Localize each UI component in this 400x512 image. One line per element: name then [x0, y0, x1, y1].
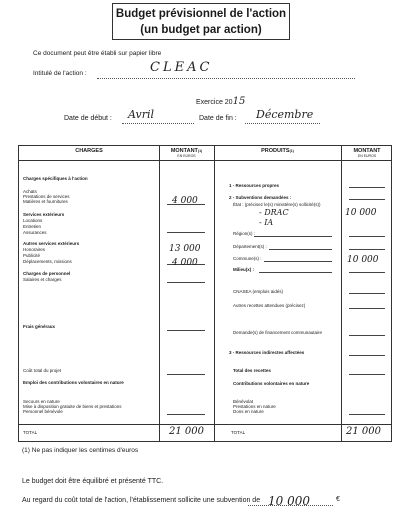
milieu-line[interactable] [259, 272, 332, 273]
date-fin-label: Date de fin : [199, 115, 237, 122]
produits-ressources-propres: 1 - Ressources propres [229, 183, 280, 188]
amount-line[interactable] [349, 293, 385, 294]
charges-emploi: Emploi des contributions volontaires en nature [23, 380, 124, 385]
produits-region: Région(s) : [233, 231, 256, 236]
footer-equilibre: Le budget doit être équilibré et présenté TTC. [22, 478, 164, 485]
charges-cout-total: Coût total du projet [23, 368, 62, 373]
produits-etat: État : (précisez le(s) ministère(s) sollicité(s)) [233, 202, 321, 207]
amount-produits-total[interactable]: 21 000 [346, 426, 381, 437]
produits-etat-hand1[interactable]: - DRAC [259, 208, 289, 217]
produits-total: TOTAL [231, 430, 246, 435]
footnote: (1) Ne pas indiquer les centimes d'euros [22, 447, 139, 454]
produits-cnasea: CNASEA (emplois aidés) [233, 289, 284, 294]
charges-autres-ext: Autres services extérieurs [23, 241, 80, 246]
amount-line[interactable] [167, 374, 205, 375]
charges-assurances: Assurances [23, 230, 47, 235]
produits-benevolat: Bénévolat [233, 399, 254, 404]
communes-line[interactable] [264, 261, 332, 262]
charges-prestations: Prestations de services [23, 194, 70, 199]
produits-total-recettes: Total des recettes [233, 368, 271, 373]
produits-etat-hand2[interactable]: - IA [259, 218, 274, 227]
montant-label: MONTANT [170, 148, 198, 154]
charges-personnel-benevole: Personnel bénévole [23, 409, 63, 414]
intitule-line [97, 78, 355, 79]
charges-frais-generaux: Frais généraux [23, 324, 56, 329]
departement-line[interactable] [269, 249, 332, 250]
date-fin-value[interactable]: Décembre [256, 108, 314, 121]
amount-line[interactable] [349, 308, 385, 309]
charges-specifiques: Charges spécifiques à l'action [23, 176, 88, 181]
date-fin-line [245, 123, 320, 124]
amount-line[interactable] [349, 199, 385, 200]
charges-services-ext: Services extérieurs [23, 212, 65, 217]
exercice-year[interactable]: 15 [232, 96, 246, 107]
produits-note: (1) [289, 149, 294, 153]
produits-dons-nature: Dons en nature [233, 409, 264, 414]
amount-line[interactable] [349, 249, 385, 250]
header-produits [214, 148, 341, 154]
header-montant-produits [341, 148, 393, 158]
title-line1: Budget prévisionnel de l'action [115, 8, 287, 20]
montant-note: (1) [197, 149, 203, 153]
amount-communes[interactable]: 10 000 [347, 255, 379, 265]
charges-achats: Achats [23, 189, 37, 194]
header-charges: CHARGES [75, 148, 103, 154]
budget-table [18, 145, 392, 442]
amount-charges-total[interactable]: 21 000 [169, 426, 204, 437]
amount-deplacements[interactable]: 4 000 [172, 258, 198, 268]
produits-milieu: Milieu(x) : [233, 267, 254, 272]
intitule-label: Intitulé de l'action : [33, 70, 87, 77]
col-divider [159, 146, 160, 441]
exercice-label [196, 96, 245, 107]
date-debut-line [122, 123, 194, 124]
amount-line[interactable] [349, 236, 385, 237]
intitule-value[interactable]: CLEAC [150, 60, 213, 75]
amount-line[interactable] [349, 187, 385, 188]
dates-row [64, 115, 112, 122]
title-line2: (un budget par action) [140, 24, 262, 36]
charges-mise-dispo: Mise à disposition gratuite de biens et prestations [23, 404, 122, 409]
date-debut-label: Date de début : [64, 115, 112, 122]
charges-honoraires: Honoraires [23, 247, 46, 252]
produits-prestations-nature: Prestations en nature [233, 404, 276, 409]
col-divider [341, 146, 342, 441]
amount-line[interactable] [349, 272, 385, 273]
currency-symbol: € [336, 496, 340, 503]
subvention-amount[interactable]: 10 000 [268, 494, 310, 508]
amount-line[interactable] [349, 414, 385, 415]
col-divider [214, 146, 215, 441]
charges-publicite: Publicité [23, 253, 41, 258]
charges-salaires: Salaires et charges [23, 277, 62, 282]
produits-indirectes: 3 - Ressources indirectes affectées [229, 350, 305, 355]
amount-line[interactable] [167, 232, 205, 233]
title-box [112, 3, 290, 40]
charges-deplacements: Déplacements, missions [23, 259, 72, 264]
amount-etat[interactable]: 10 000 [345, 208, 377, 218]
exercice-text: Exercice 20 [196, 99, 233, 106]
header-divider [19, 160, 391, 161]
produits-subventions: 2 - Subventions demandées : [229, 195, 292, 200]
amount-honoraires[interactable]: 13 000 [169, 244, 201, 254]
footer-sollicite: Au regard du coût total de l'action, l'établissement sollicite une subvention de [22, 497, 261, 504]
amount-line[interactable] [349, 374, 385, 375]
intro-text: Ce document peut être établi sur papier libre [33, 50, 162, 57]
montant-r-sub: EN EUROS [357, 154, 377, 158]
charges-secours: Secours en nature [23, 399, 60, 404]
amount-line[interactable] [349, 335, 385, 336]
date-debut-value[interactable]: Avril [128, 108, 155, 121]
amount-line[interactable] [167, 330, 205, 331]
charges-matieres: Matières et fournitures [23, 199, 68, 204]
amount-matieres[interactable]: 4 000 [172, 196, 198, 206]
total-divider [19, 424, 391, 425]
amount-line[interactable] [167, 414, 205, 415]
charges-locations: Locations [23, 218, 43, 223]
montant-sub: EN EUROS [177, 154, 196, 158]
produits-autres-recettes: Autres recettes attendues (précisez) [233, 303, 306, 308]
charges-total: TOTAL [23, 430, 38, 435]
produits-contributions: Contributions volontaires en nature [233, 381, 310, 386]
produits-departement: Département(s) : [233, 244, 267, 249]
charges-entretien: Entretien [23, 224, 42, 229]
montant-r-label: MONTANT [353, 148, 381, 154]
header-montant-charges [159, 148, 214, 158]
produits-communes: Commune(s) : [233, 256, 262, 261]
amount-line[interactable] [349, 355, 385, 356]
amount-line[interactable] [167, 282, 205, 283]
produits-label: PRODUITS [261, 148, 290, 154]
charges-personnel: Charges de personnel [23, 271, 71, 276]
region-line[interactable] [254, 236, 332, 237]
produits-demandes-financement: Demande(s) de financement communautaire [233, 330, 323, 335]
